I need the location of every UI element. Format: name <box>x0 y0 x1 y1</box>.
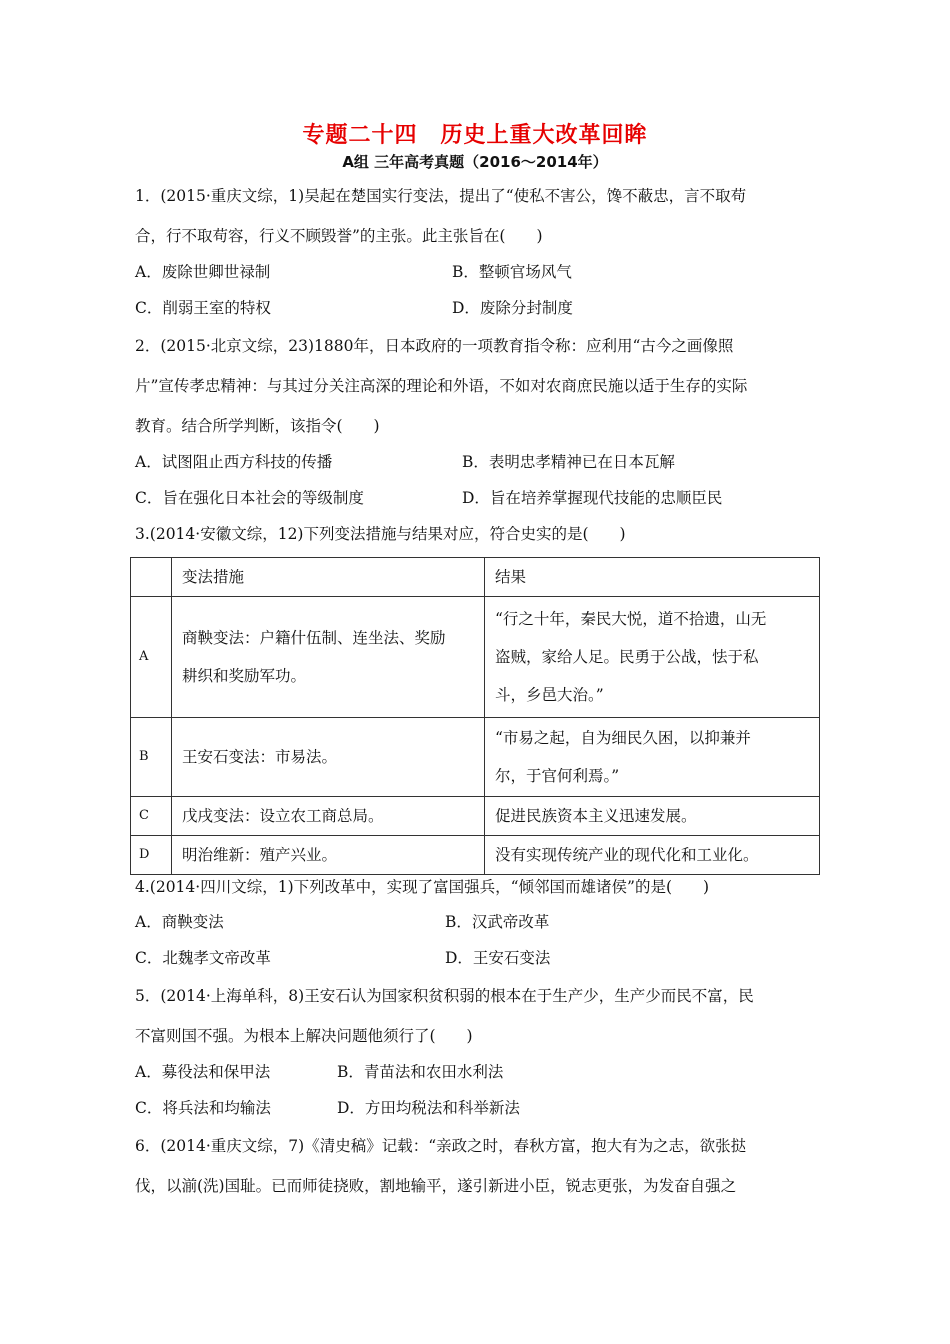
section-subtitle: A组 三年高考真题（2016～2014年） <box>342 153 608 171</box>
measure-line: 耕织和奖励军功。 <box>182 667 307 685</box>
question-5-line-2: 不富则国不强。为根本上解决问题他须行了( ) <box>135 1027 473 1045</box>
result-cell <box>485 597 820 718</box>
table-row <box>131 797 820 836</box>
question-2-option-a: A．试图阻止西方科技的传播 <box>135 453 333 471</box>
question-2-line-2: 片”宣传孝忠精神：与其过分关注高深的理论和外语，不如对农商庶民施以适于生存的实际 <box>135 377 748 395</box>
measure-cell <box>172 836 485 875</box>
question-1-line-1: 1．(2015·重庆文综，1)吴起在楚国实行变法，提出了“使私不害公，馋不蔽忠，言不取苟 <box>135 187 747 205</box>
row-key: A <box>131 597 172 718</box>
measure-cell <box>172 797 485 836</box>
question-5-option-c: C．将兵法和均输法 <box>135 1099 271 1117</box>
question-4-option-c: C．北魏孝文帝改革 <box>135 949 271 967</box>
question-2-option-c: C．旨在强化日本社会的等级制度 <box>135 489 364 507</box>
measure-cell <box>172 718 485 797</box>
question-5-option-b: B．青苗法和农田水利法 <box>337 1063 504 1081</box>
reform-table <box>130 557 820 875</box>
question-5-option-a: A．募役法和保甲法 <box>135 1063 271 1081</box>
table-row <box>131 836 820 875</box>
question-5-line-1: 5．(2014·上海单科，8)王安石认为国家积贫积弱的根本在于生产少，生产少而民不富，民 <box>135 987 754 1005</box>
question-1-option-b: B．整顿官场风气 <box>452 263 572 281</box>
measure-line: 戊戌变法：设立农工商总局。 <box>182 807 384 825</box>
measure-cell <box>172 597 485 718</box>
row-key: C <box>131 797 172 836</box>
question-1-option-c: C．削弱王室的特权 <box>135 299 271 317</box>
result-cell <box>485 718 820 797</box>
measure-line: 明治维新：殖产兴业。 <box>182 846 338 864</box>
question-4-option-d: D．王安石变法 <box>445 949 551 967</box>
result-line: 促进民族资本主义迅速发展。 <box>495 807 697 825</box>
question-2-line-3: 教育。结合所学判断，该指令( ) <box>135 417 380 435</box>
measure-line: 商鞅变法：户籍什伍制、连坐法、奖励 <box>182 629 446 647</box>
question-2-line-1: 2．(2015·北京文综，23)1880年，日本政府的一项教育指令称：应利用“古今之画像照 <box>135 337 734 355</box>
question-1-option-d: D．废除分封制度 <box>452 299 573 317</box>
question-2-option-d: D．旨在培养掌握现代技能的忠顺臣民 <box>462 489 723 507</box>
result-line: 盗贼，家给人足。民勇于公战，怯于私 <box>495 648 759 666</box>
question-1-line-2: 合，行不取苟容，行义不顾毁誉”的主张。此主张旨在( ) <box>135 227 543 245</box>
result-cell <box>485 836 820 875</box>
row-key: D <box>131 836 172 875</box>
question-3-line-1: 3.(2014·安徽文综，12)下列变法措施与结果对应，符合史实的是( ) <box>135 525 626 543</box>
result-cell <box>485 797 820 836</box>
question-1-option-a: A．废除世卿世禄制 <box>135 263 271 281</box>
table-row <box>131 597 820 718</box>
question-4-line-1: 4.(2014·四川文综，1)下列改革中，实现了富国强兵，“倾邻国而雄诸侯”的是( ) <box>135 878 710 896</box>
question-6-line-2: 伐，以湔(洗)国耻。已而师徒挠败，割地输平，遂引新进小臣，锐志更张，为发奋自强之 <box>135 1177 737 1195</box>
table-header-row <box>131 558 820 597</box>
question-5-option-d: D．方田均税法和科举新法 <box>337 1099 520 1117</box>
question-2-option-b: B．表明忠孝精神已在日本瓦解 <box>462 453 675 471</box>
question-6-line-1: 6．(2014·重庆文综，7)《清史稿》记载：“亲政之时，春秋方富，抱大有为之志，欲张挞 <box>135 1137 747 1155</box>
page-title: 专题二十四 历史上重大改革回眸 <box>302 123 648 148</box>
measure-line: 王安石变法：市易法。 <box>182 748 338 766</box>
question-4-option-a: A．商鞅变法 <box>135 913 224 931</box>
result-line: 尔，于官何利焉。” <box>495 767 620 785</box>
result-line: “行之十年，秦民大悦，道不拾遗，山无 <box>495 610 767 628</box>
row-key: B <box>131 718 172 797</box>
result-line: “市易之起，自为细民久困，以抑兼并 <box>495 729 751 747</box>
table-header-cell: 变法措施 <box>172 558 485 597</box>
result-line: 斗，乡邑大治。” <box>495 686 604 704</box>
question-4-option-b: B．汉武帝改革 <box>445 913 550 931</box>
result-line: 没有实现传统产业的现代化和工业化。 <box>495 846 759 864</box>
table-header-cell <box>131 558 172 597</box>
table-row <box>131 718 820 797</box>
table-header-cell: 结果 <box>485 558 820 597</box>
